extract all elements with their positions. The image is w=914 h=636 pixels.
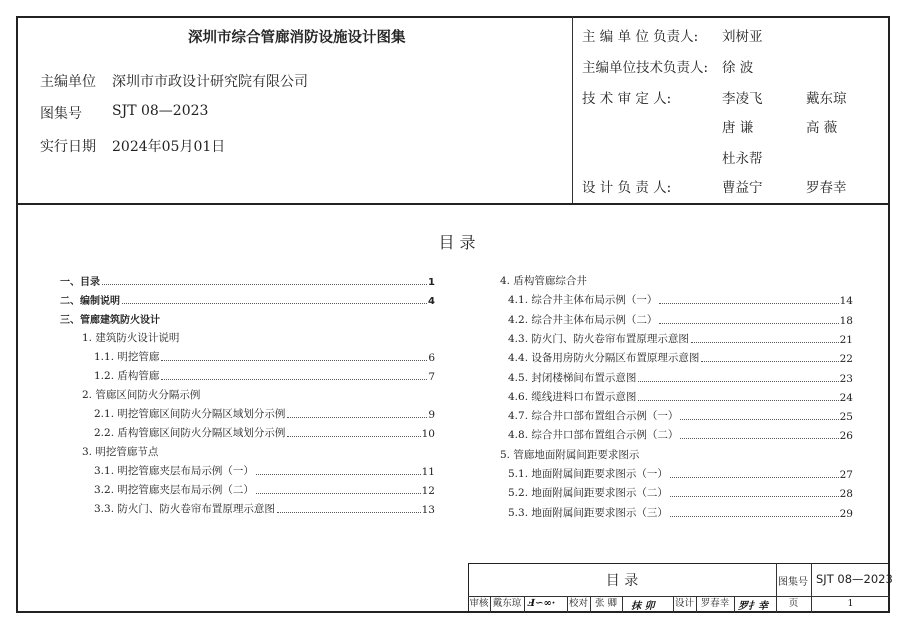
- toc-entry-label: 5.2. 地面附属间距要求图示（二）: [508, 487, 668, 500]
- toc-entry: [500, 447, 853, 462]
- toc-entry-label: 4.2. 综合井主体布局示例（二）: [508, 313, 658, 326]
- toc-entry: [94, 349, 435, 364]
- toc-entry: [508, 350, 853, 365]
- atlas-number-value: SJT 08—2023: [816, 572, 893, 586]
- toc-entry-label: 3. 明挖管廊节点: [82, 446, 159, 458]
- toc-entry-label: 5. 管廊地面附属间距要求图示: [500, 448, 640, 461]
- design-signature: 罗扌幸: [738, 601, 768, 612]
- toc-leader-dots: [277, 512, 421, 513]
- toc-entry-label: 1.2. 盾构管廊: [94, 370, 160, 382]
- designer-name: 罗春幸: [806, 180, 847, 196]
- atlas-number-label: 图集号: [778, 577, 808, 588]
- review-name: 戴东琼: [492, 598, 522, 609]
- toc-entry: [508, 292, 853, 307]
- chief-editor-name: 刘树亚: [722, 29, 763, 45]
- reviewer-name: 唐 谦: [722, 120, 754, 136]
- toc-entry: [82, 387, 435, 402]
- toc-entry-label: 5.1. 地面附属间距要求图示（一）: [508, 468, 668, 480]
- toc-entry: [508, 331, 853, 346]
- check-name: 张 卿: [594, 598, 618, 609]
- toc-entry-page: 13: [421, 504, 435, 516]
- toc-entry-page: 18: [839, 314, 853, 327]
- reviewer-name: 李凌飞: [722, 91, 763, 107]
- designer-name: 曹益宁: [722, 180, 763, 196]
- toc-entry-label: 3.1. 明挖管廊夹层布局示例（一）: [94, 465, 254, 477]
- toc-entry: [82, 444, 435, 459]
- effective-date-label: 实行日期: [40, 139, 96, 155]
- toc-entry-page: 6: [428, 352, 435, 364]
- tech-lead-label: 主编单位技术负责人:: [582, 60, 709, 76]
- toc-entry-label: 2. 管廊区间防火分隔示例: [82, 389, 201, 401]
- toc-entry-label: 4.6. 缆线进料口布置示意图: [508, 390, 637, 403]
- toc-entry-page: 7: [428, 371, 435, 383]
- toc-entry: [508, 389, 853, 404]
- toc-entry-label: 2.2. 盾构管廊区间防火分隔区域划分示例: [94, 427, 286, 439]
- editor-unit-label: 主编单位: [40, 74, 96, 90]
- toc-entry: [94, 406, 435, 421]
- toc-entry: [508, 312, 853, 327]
- toc-entry-page: 25: [839, 411, 853, 424]
- atlas-number-value: SJT 08—2023: [112, 103, 209, 119]
- atlas-title: 深圳市综合管廊消防设施设计图集: [188, 30, 406, 46]
- review-signature: Ⅎ∽∞·: [528, 598, 556, 609]
- toc-entry-label: 4.3. 防火门、防火卷帘布置原理示意图: [508, 332, 689, 345]
- header-divider: [572, 16, 573, 203]
- toc-entry-page: 14: [839, 295, 853, 308]
- toc-entry-label: 2.1. 明挖管廊区间防火分隔区域划分示例: [94, 408, 286, 420]
- toc-entry-page: 1: [428, 277, 435, 288]
- toc-leader-dots: [659, 323, 838, 324]
- toc-entry: [500, 273, 853, 288]
- toc-leader-dots: [680, 438, 838, 439]
- toc-entry: [60, 292, 435, 307]
- toc-entry-label: 3.3. 防火门、防火卷帘布置原理示意图: [94, 503, 275, 515]
- reviewer-name: 杜永帮: [722, 151, 763, 167]
- toc-entry-label: 一、目录: [60, 277, 100, 288]
- toc-leader-dots: [670, 496, 839, 497]
- chief-editor-label: 主 编 单 位 负责人:: [582, 29, 699, 45]
- editor-unit-value: 深圳市市政设计研究院有限公司: [112, 74, 308, 90]
- tech-lead-name: 徐 波: [722, 60, 754, 76]
- toc-entry-label: 二、编制说明: [60, 296, 120, 307]
- page-number: 1: [847, 598, 854, 609]
- toc-entry-page: 29: [839, 507, 853, 520]
- check-signature: 抹 卯: [631, 601, 655, 612]
- toc-entry-page: 24: [839, 391, 853, 404]
- toc-entry: [508, 370, 853, 385]
- toc-entry-page: 22: [839, 353, 853, 366]
- design-label: 设计: [674, 598, 694, 609]
- toc-leader-dots: [680, 419, 838, 420]
- toc-leader-dots: [670, 477, 839, 478]
- toc-entry-page: 12: [421, 485, 435, 497]
- toc-entry: [94, 482, 435, 497]
- reviewer-label: 技 术 审 定 人:: [582, 91, 672, 107]
- toc-entry-label: 4.5. 封闭楼梯间布置示意图: [508, 371, 637, 384]
- toc-title: 目 录: [438, 233, 476, 252]
- toc-entry-page: 10: [421, 428, 435, 440]
- toc-entry-page: 23: [839, 372, 853, 385]
- toc-entry-page: 11: [421, 466, 435, 478]
- toc-leader-dots: [638, 381, 838, 382]
- toc-leader-dots: [701, 361, 838, 362]
- toc-entry-page: 28: [839, 488, 853, 501]
- toc-leader-dots: [256, 493, 421, 494]
- toc-entry-label: 1.1. 明挖管廊: [94, 351, 160, 363]
- toc-entry-page: 4: [428, 296, 435, 307]
- toc-entry-label: 4.7. 综合井口部布置组合示例（一）: [508, 410, 679, 423]
- toc-entry-page: 21: [839, 333, 853, 346]
- atlas-number-label: 图集号: [40, 106, 82, 122]
- reviewer-name: 高 薇: [806, 120, 838, 136]
- check-label: 校对: [568, 598, 588, 609]
- toc-leader-dots: [102, 284, 427, 285]
- toc-entry-label: 4. 盾构管廊综合井: [500, 275, 587, 287]
- toc-entry: [508, 485, 853, 500]
- toc-entry: [94, 463, 435, 478]
- toc-entry-label: 4.8. 综合井口部布置组合示例（二）: [508, 429, 679, 442]
- header-bottom-line: [16, 203, 890, 205]
- toc-entry: [508, 427, 853, 442]
- toc-entry: [94, 368, 435, 383]
- toc-entry: [60, 273, 435, 288]
- toc-entry-page: 27: [839, 469, 853, 481]
- toc-entry: [508, 505, 853, 520]
- toc-entry: [82, 330, 435, 345]
- toc-entry: [94, 501, 435, 516]
- toc-leader-dots: [691, 342, 839, 343]
- sheet-title: 目 录: [605, 573, 639, 589]
- toc-entry: [94, 425, 435, 440]
- toc-leader-dots: [287, 417, 427, 418]
- toc-leader-dots: [638, 400, 838, 401]
- toc-leader-dots: [256, 474, 421, 475]
- toc-leader-dots: [122, 303, 427, 304]
- toc-entry: [508, 466, 853, 481]
- reviewer-name: 戴东琼: [806, 91, 847, 107]
- toc-entry-label: 4.1. 综合井主体布局示例（一）: [508, 294, 658, 307]
- design-name: 罗春幸: [700, 598, 730, 609]
- toc-entry: [60, 311, 435, 326]
- toc-entry-label: 4.4. 设备用房防火分隔区布置原理示意图: [508, 352, 700, 365]
- toc-leader-dots: [287, 436, 420, 437]
- designer-label: 设 计 负 责 人:: [582, 180, 672, 196]
- page-label: 页: [788, 598, 799, 609]
- toc-entry: [508, 408, 853, 423]
- toc-entry-label: 3.2. 明挖管廊夹层布局示例（二）: [94, 484, 254, 496]
- toc-leader-dots: [670, 516, 839, 517]
- toc-entry-label: 5.3. 地面附属间距要求图示（三）: [508, 506, 668, 519]
- title-block: [468, 563, 893, 613]
- effective-date-value: 2024年05月01日: [112, 139, 226, 155]
- toc-entry-label: 1. 建筑防火设计说明: [82, 332, 180, 344]
- toc-entry-page: 9: [428, 409, 435, 421]
- toc-entry-label: 三、管廊建筑防火设计: [60, 315, 160, 326]
- toc-entry-page: 26: [839, 430, 853, 443]
- toc-leader-dots: [161, 379, 427, 380]
- review-label: 审核: [469, 598, 489, 609]
- toc-leader-dots: [659, 303, 838, 304]
- toc-leader-dots: [161, 360, 427, 361]
